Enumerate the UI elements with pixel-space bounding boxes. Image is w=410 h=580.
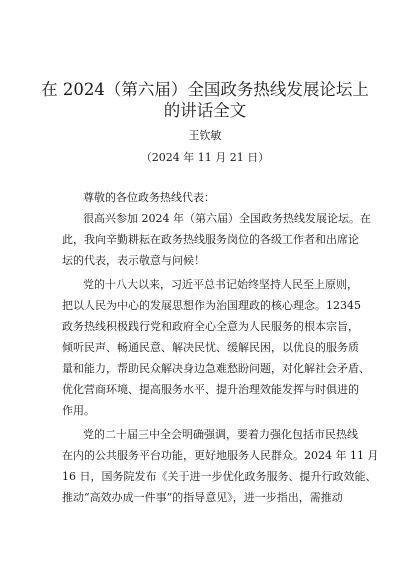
document-title-line-1: 在 2024（第六届）全国政务热线发展论坛上 <box>41 80 369 99</box>
body-line: 作用。 <box>62 404 95 417</box>
body-line: 党的二十届三中全会明确强调，要着力强化包括市民热线 <box>83 428 358 441</box>
salutation: 尊敬的各位政务热线代表： <box>83 191 215 204</box>
body-line: 此，我向辛勤耕耘在政务热线服务岗位的各级工作者和出席论 <box>62 233 359 246</box>
speech-date: （2024 年 11 月 21 日） <box>140 151 270 164</box>
body-line: 在内的公共服务平台功能，更好地服务人民群众。2024 年 11 月 <box>62 449 379 462</box>
body-line: 把以人民为中心的发展思想作为治国理政的核心理念。12345 <box>62 299 361 312</box>
document-title-line-2: 的讲话全文 <box>163 101 247 120</box>
body-line: 优化营商环境、提高服务水平、提升治理效能发挥与时俱进的 <box>62 383 359 396</box>
body-line: 政务热线积极践行党和政府全心全意为人民服务的根本宗旨， <box>62 320 359 333</box>
body-line: 很高兴参加 2024 年（第六届）全国政务热线发展论坛。在 <box>83 212 371 225</box>
body-line: 量和能力，帮助民众解决身边急难愁盼问题，对化解社会矛盾、 <box>62 362 370 375</box>
author-name: 王钦敏 <box>188 129 222 142</box>
body-line: 坛的代表，表示敬意与问候！ <box>62 254 205 267</box>
body-line: 推动“高效办成一件事”的指导意见》，进一步指出，需推动 <box>62 491 343 504</box>
body-line: 倾听民声、畅通民意、解决民忧、缓解民困，以优良的服务质 <box>62 341 359 354</box>
body-line: 党的十八大以来，习近平总书记始终坚持人民至上原则， <box>83 278 358 291</box>
body-line: 16 日，国务院发布《关于进一步优化政务服务、提升行政效能、 <box>62 470 377 483</box>
